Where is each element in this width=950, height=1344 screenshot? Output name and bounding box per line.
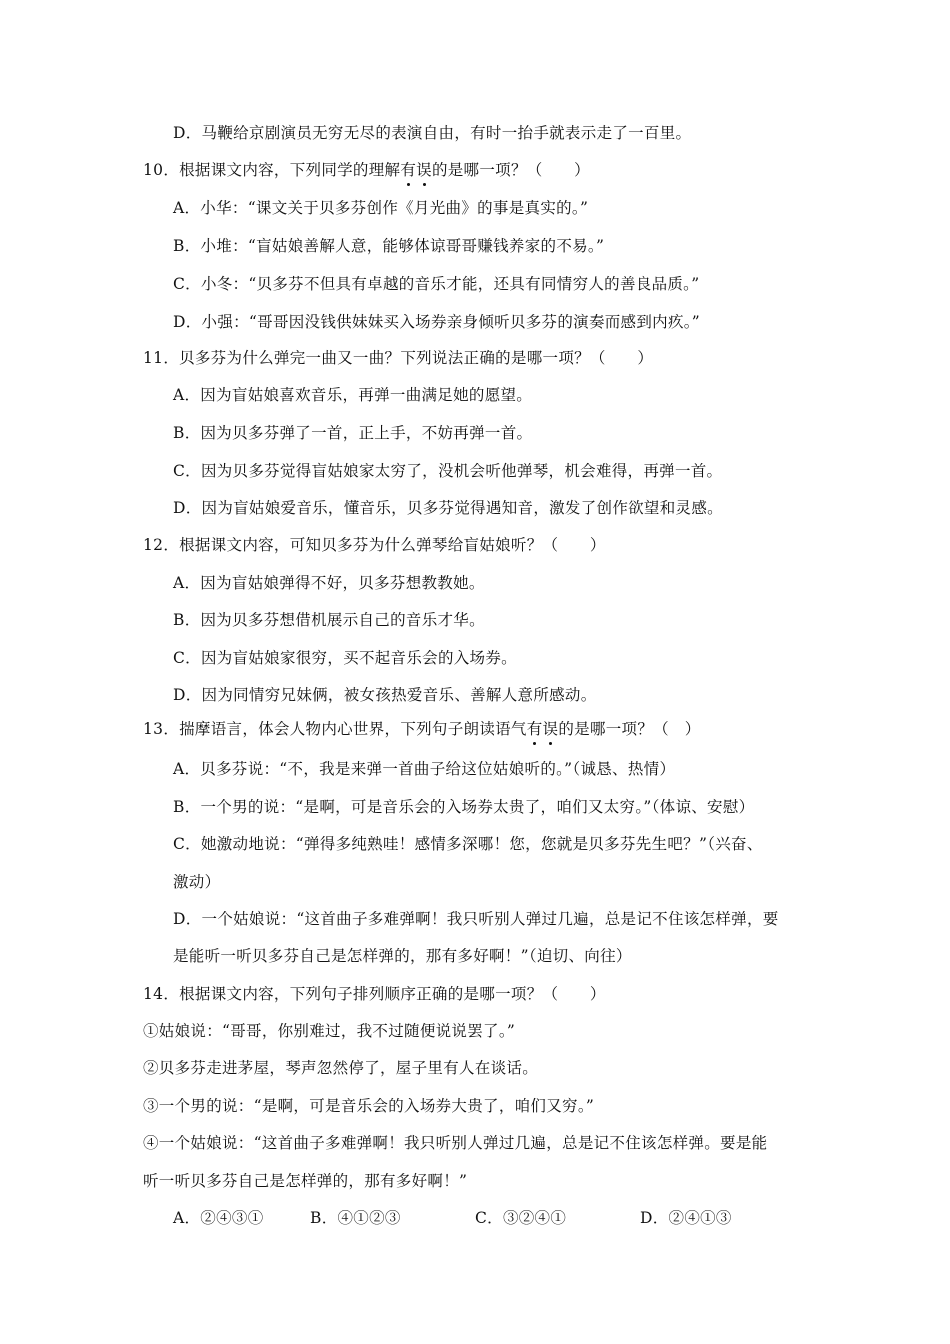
q13-emphasis-char-2: 误 [542, 720, 559, 738]
q10-stem-before: 10．根据课文内容，下列同学的理解 [143, 161, 401, 179]
q12-option-b: B．因为贝多芬想借机展示自己的音乐才华。 [173, 611, 485, 629]
q14-sentence-4-line2: 听一听贝多芬自己是怎样弹的，那有多好啊！” [143, 1172, 468, 1190]
q14-answer-b: B．④①②③ [310, 1209, 401, 1227]
q10-option-b: B．小堆：“盲姑娘善解人意，能够体谅哥哥赚钱养家的不易。” [173, 237, 605, 255]
q14-stem: 14．根据课文内容，下列句子排列顺序正确的是哪一项？（ ） [143, 985, 606, 1003]
q10-stem-after: 的是哪一项？（ ） [431, 161, 590, 179]
q14-answer-d: D．②④①③ [640, 1209, 732, 1227]
q13-stem-before: 13．揣摩语言，体会人物内心世界，下列句子朗读语气 [143, 720, 527, 738]
q10-option-d: D．小强：“哥哥因没钱供妹妹买入场券亲身倾听贝多芬的演奏而感到内疚。” [173, 313, 701, 331]
q10-emphasis-char-1: 有 [400, 161, 417, 179]
q13-stem [143, 719, 701, 739]
q11-option-d: D．因为盲姑娘爱音乐，懂音乐，贝多芬觉得遇知音，激发了创作欲望和灵感。 [173, 499, 723, 517]
q14-answer-c: C．③②④① [475, 1209, 567, 1227]
q13-option-c-line2: 激动） [173, 873, 221, 891]
q13-option-c-line1: C．她激动地说：“弹得多纯熟哇！感情多深哪！您，您就是贝多芬先生吧？”（兴奋、 [173, 835, 763, 853]
q12-option-d: D．因为同情穷兄妹俩，被女孩热爱音乐、善解人意所感动。 [173, 686, 597, 704]
q13-emphasis-char-1: 有 [526, 720, 543, 738]
q9-option-d: D．马鞭给京剧演员无穷无尽的表演自由，有时一抬手就表示走了一百里。 [173, 124, 692, 142]
q14-answer-a: A．②④③① [173, 1209, 264, 1227]
q13-option-b: B．一个男的说：“是啊，可是音乐会的入场券太贵了，咱们又太穷。”（体谅、安慰） [173, 798, 755, 816]
q10-emphasis-char-2: 误 [416, 161, 432, 179]
q14-sentence-1: ①姑娘说：“哥哥，你别难过，我不过随便说说罢了。” [143, 1022, 516, 1040]
q13-option-a: A．贝多芬说：“不，我是来弹一首曲子给这位姑娘听的。”（诚恳、热情） [173, 760, 676, 778]
q11-option-a: A．因为盲姑娘喜欢音乐，再弹一曲满足她的愿望。 [173, 386, 533, 404]
q10-option-c: C．小冬：“贝多芬不但具有卓越的音乐才能，还具有同情穷人的善良品质。” [173, 275, 700, 293]
q11-option-c: C．因为贝多芬觉得盲姑娘家太穷了，没机会听他弹琴，机会难得，再弹一首。 [173, 462, 723, 480]
q10-stem [143, 160, 590, 180]
q11-stem: 11．贝多芬为什么弹完一曲又一曲？下列说法正确的是哪一项？（ ） [143, 349, 654, 367]
q11-option-b: B．因为贝多芬弹了一首，正上手，不妨再弹一首。 [173, 424, 533, 442]
q13-stem-after: 的是哪一项？（ ） [558, 720, 701, 738]
q12-stem: 12．根据课文内容，可知贝多芬为什么弹琴给盲姑娘听？（ ） [143, 536, 606, 554]
q12-option-c: C．因为盲姑娘家很穷，买不起音乐会的入场券。 [173, 649, 517, 667]
q10-option-a: A．小华：“课文关于贝多芬创作《月光曲》的事是真实的。” [173, 199, 589, 217]
q14-sentence-4-line1: ④一个姑娘说：“这首曲子多难弹啊！我只听别人弹过几遍，总是记不住该怎样弹。要是能 [143, 1134, 768, 1152]
q14-sentence-3: ③一个男的说：“是啊，可是音乐会的入场券大贵了，咱们又穷。” [143, 1097, 595, 1115]
q13-option-d-line1: D．一个姑娘说：“这首曲子多难弹啊！我只听别人弹过几遍，总是记不住该怎样弹，要 [173, 910, 779, 928]
q12-option-a: A．因为盲姑娘弹得不好，贝多芬想教教她。 [173, 574, 485, 592]
q13-option-d-line2: 是能听一听贝多芬自己是怎样弹的，那有多好啊！”（迫切、向往） [173, 947, 632, 965]
q14-sentence-2: ②贝多芬走进茅屋，琴声忽然停了，屋子里有人在谈话。 [143, 1059, 539, 1077]
